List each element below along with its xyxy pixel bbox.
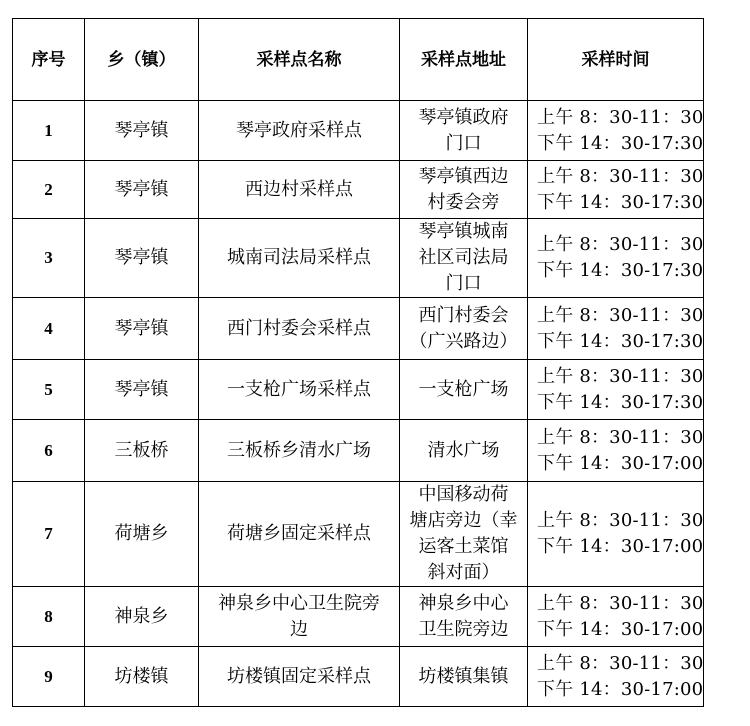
header-site-address: 采样点地址 <box>400 19 528 101</box>
address-line: 琴亭镇西边 <box>418 165 509 187</box>
header-site-name: 采样点名称 <box>199 19 400 101</box>
row-number: 9 <box>13 647 85 707</box>
afternoon-time: 下午 14：30-17:30 <box>537 330 704 352</box>
row-number: 3 <box>13 219 85 298</box>
table-row <box>13 647 704 707</box>
morning-time: 上午 8：30-11：30 <box>537 652 704 674</box>
row-town: 琴亭镇 <box>85 101 199 161</box>
table-row <box>13 360 704 420</box>
row-site-name: 荷塘乡固定采样点 <box>199 482 400 587</box>
morning-time: 上午 8：30-11：30 <box>537 365 704 387</box>
row-site-address <box>400 420 528 482</box>
row-number: 7 <box>13 482 85 587</box>
morning-time: 上午 8：30-11：30 <box>537 592 704 614</box>
row-sampling-time <box>528 420 704 482</box>
address-line: 运客土菜馆 <box>418 536 509 557</box>
row-town: 神泉乡 <box>85 587 199 647</box>
row-town: 琴亭镇 <box>85 161 199 219</box>
row-sampling-time <box>528 647 704 707</box>
afternoon-time: 下午 14：30-17:00 <box>537 618 704 640</box>
header-serial: 序号 <box>13 19 85 101</box>
header-sampling-time: 采样时间 <box>528 19 704 101</box>
sampling-sites-table <box>12 18 704 707</box>
afternoon-time: 下午 14：30-17:30 <box>537 191 704 213</box>
afternoon-time: 下午 14：30-17:30 <box>537 391 704 413</box>
row-site-address <box>400 161 528 219</box>
row-site-name: 三板桥乡清水广场 <box>199 420 400 482</box>
row-number: 4 <box>13 298 85 360</box>
morning-time: 上午 8：30-11：30 <box>537 304 704 326</box>
afternoon-time: 下午 14：30-17:30 <box>537 260 704 281</box>
row-site-address <box>400 647 528 707</box>
row-sampling-time <box>528 587 704 647</box>
morning-time: 上午 8：30-11：30 <box>537 426 704 448</box>
table-row <box>13 219 704 298</box>
row-site-address <box>400 219 528 298</box>
site-name-line: 神泉乡中心卫生院旁 <box>218 592 380 614</box>
address-line: 门口 <box>445 273 482 294</box>
row-town: 琴亭镇 <box>85 219 199 298</box>
morning-time: 上午 8：30-11：30 <box>537 106 704 128</box>
table-row <box>13 420 704 482</box>
row-site-address <box>400 482 528 587</box>
row-site-address <box>400 587 528 647</box>
row-number: 6 <box>13 420 85 482</box>
row-number: 2 <box>13 161 85 219</box>
row-site-name: 城南司法局采样点 <box>199 219 400 298</box>
table-row <box>13 587 704 647</box>
address-line: 斜对面） <box>427 562 500 583</box>
header-row <box>13 19 704 101</box>
row-site-name: 西门村委会采样点 <box>199 298 400 360</box>
address-line: 坊楼镇集镇 <box>418 665 509 687</box>
address-line: 一支枪广场 <box>418 378 509 400</box>
address-line: 琴亭镇城南 <box>418 221 509 242</box>
address-line: 村委会旁 <box>427 191 500 213</box>
morning-time: 上午 8：30-11：30 <box>537 510 704 531</box>
address-line: 社区司法局 <box>418 247 509 268</box>
table-row <box>13 482 704 587</box>
afternoon-time: 下午 14：30-17:00 <box>537 452 704 474</box>
row-town: 荷塘乡 <box>85 482 199 587</box>
afternoon-time: 下午 14：30-17:00 <box>537 536 704 557</box>
morning-time: 上午 8：30-11：30 <box>537 234 704 255</box>
row-sampling-time <box>528 298 704 360</box>
row-sampling-time <box>528 360 704 420</box>
address-line: 清水广场 <box>427 439 500 461</box>
afternoon-time: 下午 14：30-17:30 <box>537 132 704 154</box>
row-sampling-time <box>528 219 704 298</box>
table-row <box>13 161 704 219</box>
row-town: 琴亭镇 <box>85 298 199 360</box>
address-line: 中国移动荷 <box>418 484 509 505</box>
row-town: 坊楼镇 <box>85 647 199 707</box>
address-line: 神泉乡中心 <box>418 592 509 614</box>
address-line: 琴亭镇政府 <box>418 106 509 128</box>
row-site-name: 西边村采样点 <box>199 161 400 219</box>
row-number: 8 <box>13 587 85 647</box>
row-site-address <box>400 360 528 420</box>
row-town: 琴亭镇 <box>85 360 199 420</box>
row-site-address <box>400 101 528 161</box>
row-sampling-time <box>528 482 704 587</box>
afternoon-time: 下午 14：30-17:00 <box>537 678 704 700</box>
address-line: 门口 <box>445 132 482 154</box>
row-town: 三板桥 <box>85 420 199 482</box>
address-line: 塘店旁边（幸 <box>409 510 518 531</box>
address-line: 西门村委会 <box>418 304 509 326</box>
row-sampling-time <box>528 161 704 219</box>
row-site-name: 琴亭政府采样点 <box>199 101 400 161</box>
address-line: （广兴路边） <box>409 330 518 352</box>
row-site-name <box>199 587 400 647</box>
header-town: 乡（镇） <box>85 19 199 101</box>
address-line: 卫生院旁边 <box>418 618 509 640</box>
row-site-address <box>400 298 528 360</box>
morning-time: 上午 8：30-11：30 <box>537 165 704 187</box>
row-site-name: 坊楼镇固定采样点 <box>199 647 400 707</box>
row-sampling-time <box>528 101 704 161</box>
row-number: 1 <box>13 101 85 161</box>
site-name-line: 边 <box>290 618 308 640</box>
row-site-name: 一支枪广场采样点 <box>199 360 400 420</box>
table-row <box>13 101 704 161</box>
row-number: 5 <box>13 360 85 420</box>
table-row <box>13 298 704 360</box>
